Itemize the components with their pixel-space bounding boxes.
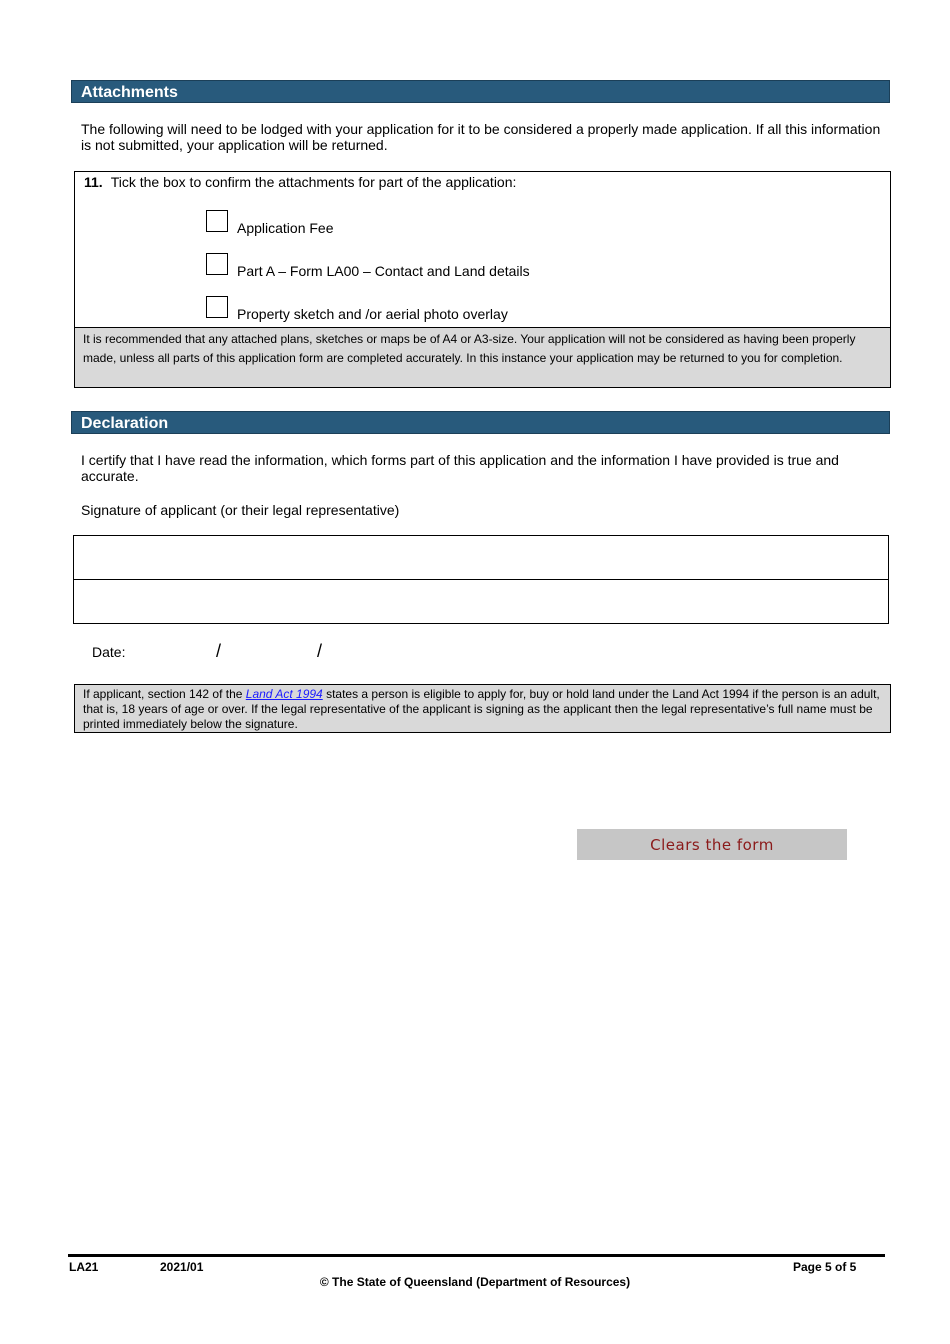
- attachments-header: Attachments: [71, 80, 890, 103]
- property-sketch-checkbox[interactable]: [206, 296, 228, 318]
- date-separator-2: /: [317, 641, 323, 661]
- declaration-note: [74, 684, 891, 733]
- clear-form-button[interactable]: Clears the form: [577, 829, 847, 860]
- footer-page-number: Page 5 of 5: [793, 1260, 857, 1274]
- printed-name-field[interactable]: [73, 579, 889, 624]
- attachments-intro: The following will need to be lodged with your application for it to be considered a properly made application. If all this information is not submitted, your application will be returned.: [81, 121, 881, 153]
- footer-copyright: © The State of Queensland (Department of Resources): [319, 1275, 631, 1289]
- footer-form-code: LA21: [69, 1260, 99, 1274]
- footer-version: 2021/01: [160, 1260, 204, 1274]
- attachments-question-box: [74, 171, 891, 328]
- application-fee-label: Application Fee: [237, 220, 334, 236]
- declaration-note-suffix: states a person is eligible to apply for, buy or hold land under the Land Act 1994 if the person is an adult, that is, 18 years of age or over. If the legal representative of the applicant is signing as the applicant then the legal representative’s full name must be printed immediately below the signature.: [83, 687, 880, 731]
- declaration-note-prefix: If applicant, section 142 of the: [83, 687, 246, 701]
- land-act-link[interactable]: Land Act 1994: [245, 687, 323, 701]
- date-year-field[interactable]: [333, 640, 423, 662]
- declaration-certify: I certify that I have read the information, which forms part of this application and the information I have provided is true and accurate.: [81, 452, 839, 484]
- question-title: [84, 174, 516, 190]
- part-a-checkbox[interactable]: [206, 253, 228, 275]
- date-separator-1: /: [216, 641, 222, 661]
- question-number: 11.: [84, 174, 103, 190]
- date-day-field[interactable]: [135, 640, 210, 662]
- date-label: Date:: [92, 644, 126, 660]
- footer-divider: [68, 1254, 885, 1257]
- question-text: Tick the box to confirm the attachments for part of the application:: [110, 174, 517, 190]
- declaration-header: Declaration: [71, 411, 890, 434]
- signature-field[interactable]: [73, 535, 889, 580]
- property-sketch-label: Property sketch and /or aerial photo overlay: [237, 306, 508, 322]
- part-a-label: Part A – Form LA00 – Contact and Land details: [237, 263, 530, 279]
- signature-label: Signature of applicant (or their legal representative): [81, 502, 400, 518]
- application-fee-checkbox[interactable]: [206, 210, 228, 232]
- date-month-field[interactable]: [232, 640, 312, 662]
- attachments-note: It is recommended that any attached plans, sketches or maps be of A4 or A3-size. Your application will not be considered as having been properly made, unless all parts of this application form are completed accurately. In this instance your application may be returned to you for completion.: [74, 327, 891, 388]
